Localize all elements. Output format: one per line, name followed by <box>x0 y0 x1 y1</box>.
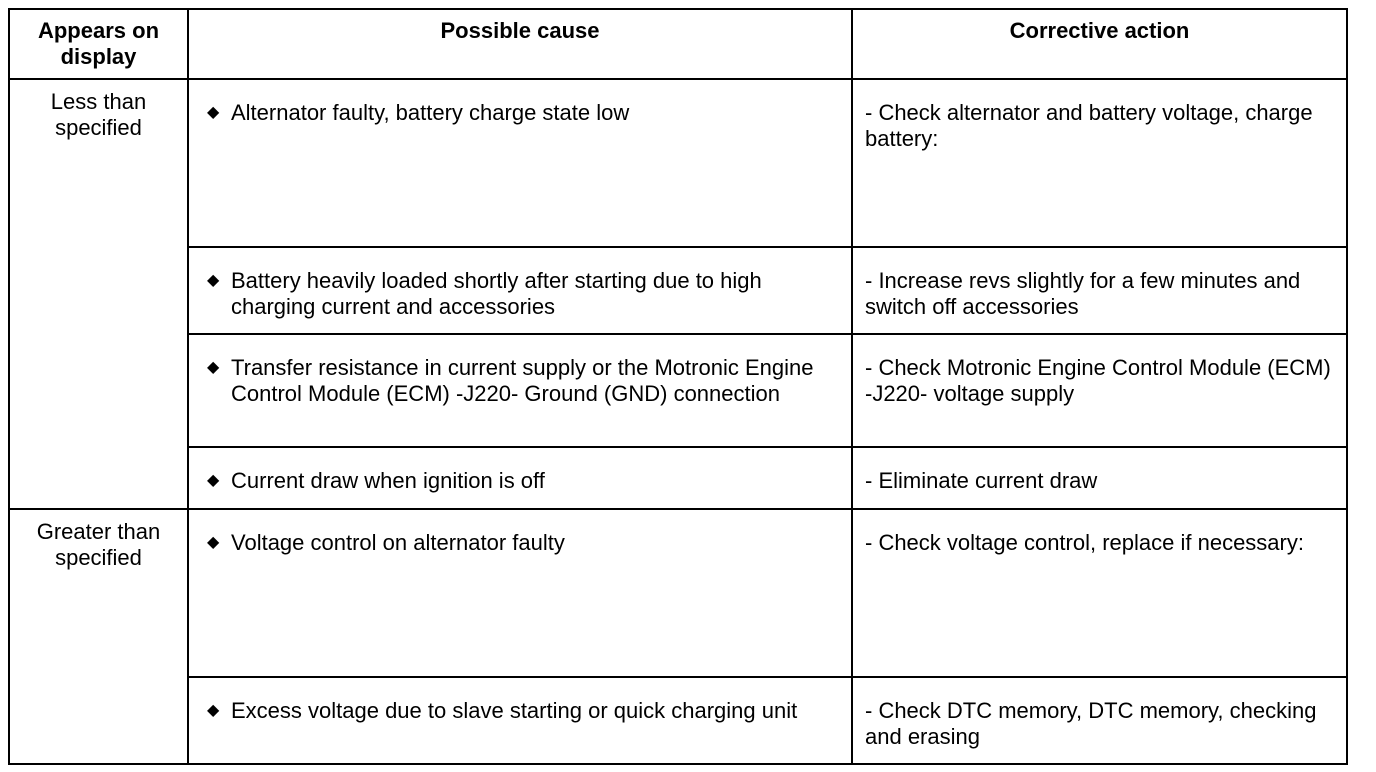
table-row <box>9 677 1347 764</box>
action-text: - Increase revs slightly for a few minutes and switch off accessories <box>865 268 1301 319</box>
table-row <box>9 509 1347 677</box>
table-row <box>9 447 1347 509</box>
diamond-bullet-icon: ◆ <box>207 272 220 289</box>
action-text: - Check alternator and battery voltage, charge battery: <box>865 100 1313 151</box>
cause-text: Alternator faulty, battery charge state low <box>231 100 630 125</box>
cause-text: Transfer resistance in current supply or the Motronic Engine Control Module (ECM) -J220- Ground (GND) connection <box>231 355 814 406</box>
diamond-bullet-icon: ◆ <box>207 702 220 719</box>
cause-cell <box>188 677 852 764</box>
table-row <box>9 334 1347 447</box>
display-cell-less-than-specified: Less than specified <box>9 79 188 509</box>
header-row <box>9 9 1347 79</box>
action-text: - Check DTC memory, DTC memory, checking and erasing <box>865 698 1317 749</box>
diamond-bullet-icon: ◆ <box>207 104 220 121</box>
cause-cell <box>188 247 852 334</box>
action-cell <box>852 509 1347 677</box>
action-cell <box>852 247 1347 334</box>
action-cell <box>852 334 1347 447</box>
action-cell <box>852 447 1347 509</box>
diamond-bullet-icon: ◆ <box>207 534 220 551</box>
cause-cell <box>188 334 852 447</box>
diamond-bullet-icon: ◆ <box>207 359 220 376</box>
action-text: - Check voltage control, replace if necessary: <box>865 530 1304 555</box>
table-row <box>9 79 1347 247</box>
cause-text: Battery heavily loaded shortly after starting due to high charging current and accessories <box>231 268 762 319</box>
header-corrective-action: Corrective action <box>852 9 1347 79</box>
troubleshooting-table <box>8 8 1348 765</box>
action-cell <box>852 677 1347 764</box>
header-possible-cause: Possible cause <box>188 9 852 79</box>
action-text: - Check Motronic Engine Control Module (ECM) -J220- voltage supply <box>865 355 1331 406</box>
diamond-bullet-icon: ◆ <box>207 472 220 489</box>
cause-cell <box>188 509 852 677</box>
cause-cell <box>188 79 852 247</box>
action-text: - Eliminate current draw <box>865 468 1098 493</box>
table-row <box>9 247 1347 334</box>
cause-text: Current draw when ignition is off <box>231 468 545 493</box>
cause-cell <box>188 447 852 509</box>
header-appears-on-display: Appears on display <box>9 9 188 79</box>
action-cell <box>852 79 1347 247</box>
cause-text: Excess voltage due to slave starting or quick charging unit <box>231 698 798 723</box>
cause-text: Voltage control on alternator faulty <box>231 530 565 555</box>
display-cell-greater-than-specified: Greater than specified <box>9 509 188 764</box>
